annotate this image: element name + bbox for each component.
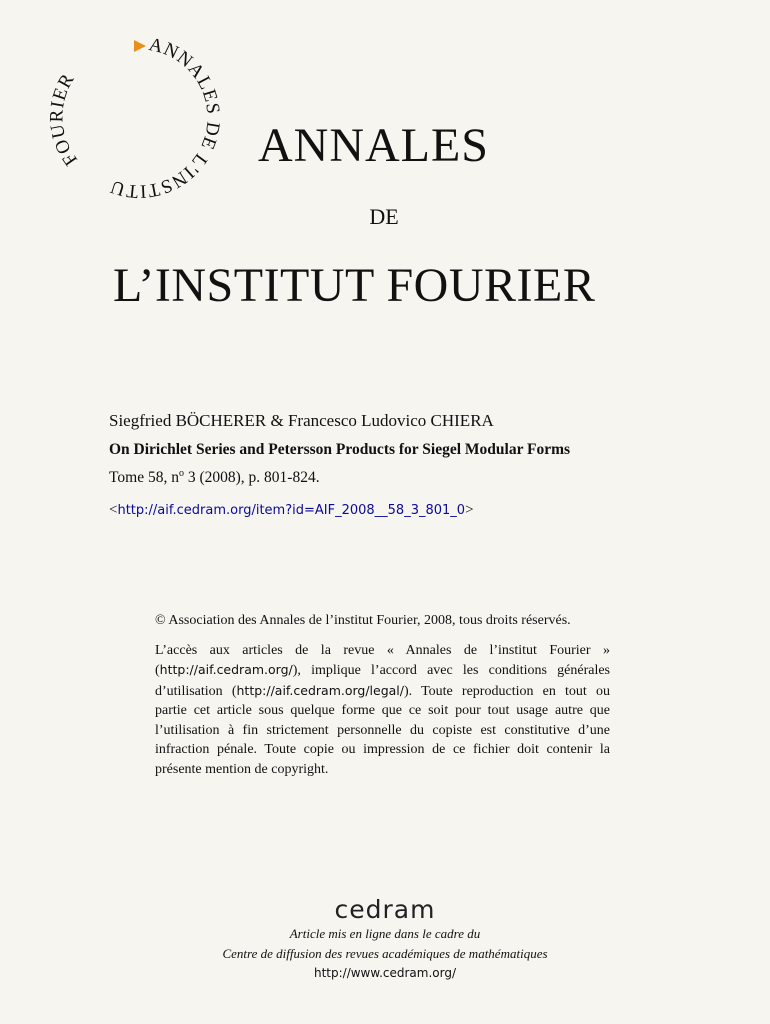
journal-title-de-text: DE	[369, 204, 399, 229]
volume-prefix: Tome 58, n	[109, 469, 179, 487]
usage-text-a: L’accès aux articles de la revue « Annales de l’institut Fourier » (	[155, 642, 610, 678]
journal-title-annales: ANNALES	[258, 119, 489, 172]
usage-text-b: ), implique l’accord avec les conditions générales d’utilisation (	[155, 663, 610, 699]
rights-notice	[155, 611, 610, 789]
article-authors: Siegfried BÖCHERER & Francesco Ludovico CHIERA	[109, 411, 494, 430]
url-open: <	[109, 502, 118, 519]
article-info	[109, 410, 669, 521]
institut-fourier-logo	[38, 22, 228, 212]
footer	[0, 895, 770, 982]
journal-title-de	[0, 204, 770, 230]
article-title: On Dirichlet Series and Petersson Products for Siegel Modular Forms	[109, 441, 571, 458]
logo-ring-right-text: ANNALES DE L'INSTITU	[107, 34, 224, 202]
logo-arrow-icon	[134, 40, 146, 52]
footer-line-1: Article mis en ligne dans le cadre du	[289, 926, 481, 941]
article-url	[109, 500, 669, 521]
footer-line-2: Centre de diffusion des revues académiques de mathématiques	[222, 946, 548, 961]
logo-ring-svg	[38, 22, 228, 212]
legal-link[interactable]: http://aif.cedram.org/legal/	[236, 682, 404, 698]
cedram-logo: cedram	[334, 895, 436, 924]
usage-text-c: ). Toute reproduction en tout ou partie cet article sous quelque forme que ce soit pour tout usage autre que l’utilisation à fin strictement personnelle du copiste est constitutive d’une infraction pénale. Toute copie ou impression de ce fichier doit contenir la présente mention de copyright.	[155, 683, 610, 777]
volume-sup: o	[178, 468, 184, 479]
volume-suffix: 3 (2008), p. 801-824.	[183, 469, 320, 487]
logo-ring-left-text: FOURIER	[46, 69, 82, 170]
journal-title-institut: L’INSTITUT FOURIER	[113, 259, 596, 312]
article-volume	[109, 464, 669, 488]
cedram-home-link[interactable]: http://aif.cedram.org/	[159, 662, 293, 677]
footer-link[interactable]: http://www.cedram.org/	[313, 966, 457, 980]
copyright-line: © Association des Annales de l’institut Fourier, 2008, tous droits réservés.	[155, 613, 571, 628]
article-link[interactable]: http://aif.cedram.org/item?id=AIF_2008__58_3_801_0	[117, 503, 466, 519]
usage-paragraph	[155, 641, 610, 780]
url-close: >	[465, 502, 474, 519]
